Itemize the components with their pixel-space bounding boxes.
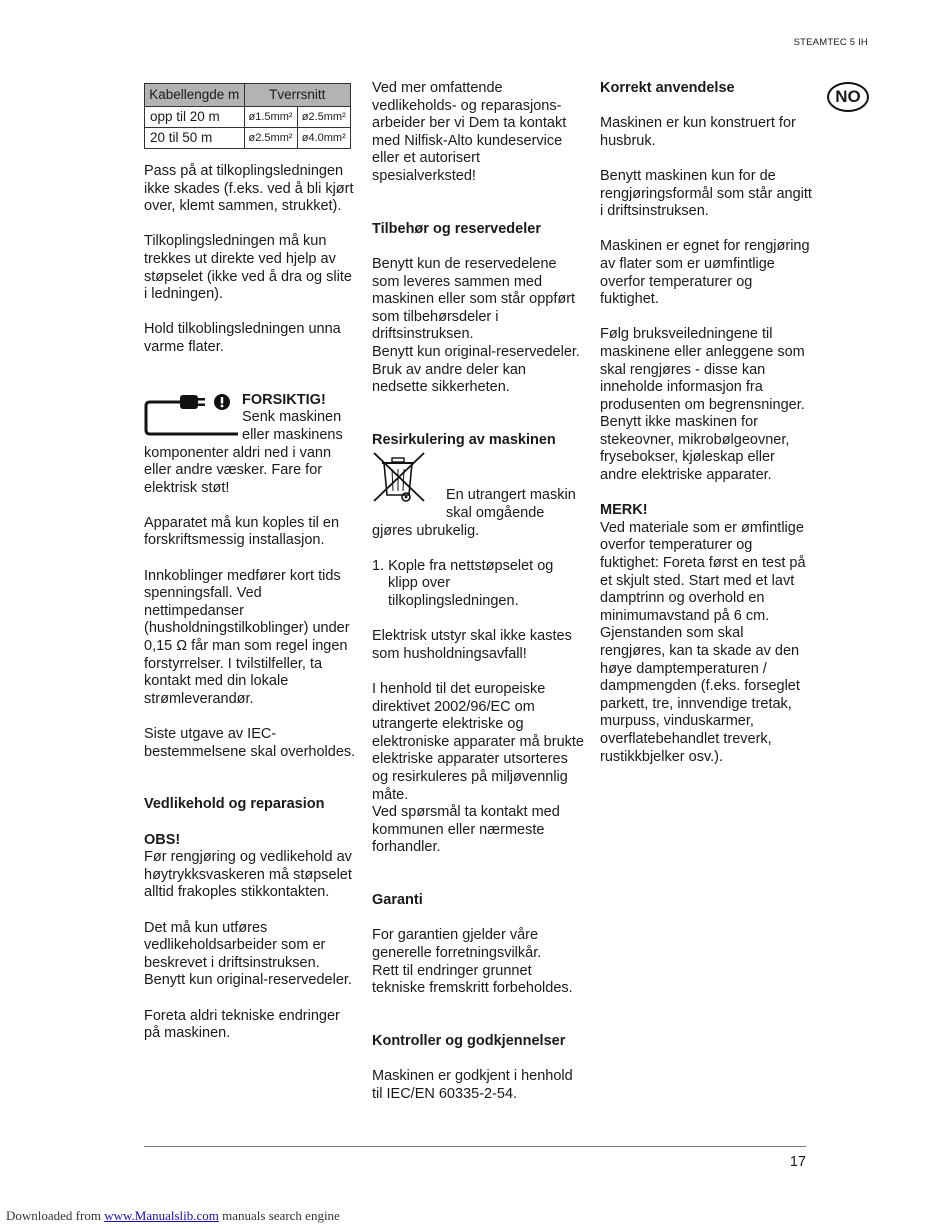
paragraph: Foreta aldri tekniske endringer på maskinen.: [144, 1007, 340, 1042]
paragraph: Elektrisk utstyr skal ikke kastes som husholdningsavfall!: [372, 628, 572, 662]
section-heading-recycling: Resirkulering av maskinen: [372, 431, 556, 448]
table-header-length: Kabellengde m: [145, 84, 245, 107]
paragraph: Siste utgave av IEC-bestemmelsene skal overholdes.: [144, 726, 356, 760]
recycle-text: En utrangert maskin skal omgående gjøres ubrukelig.: [372, 487, 576, 539]
paragraph: Det må kun utføres vedlikeholdsarbeider som er beskrevet i driftsinstruksen. Benytt kun original-reservedeler.: [144, 919, 352, 989]
section-heading-maintenance: Vedlikehold og reparasion: [144, 796, 325, 813]
table-cell: ø2.5mm²: [297, 107, 350, 128]
paragraph: Innkoblinger medfører kort tids spenningsfall. Ved nettimpedanser (husholdningstilkoblinger) under 0,15 Ω får man som regel ingen forstyrrelser. I tvilstilfeller, ta kontakt med din lokale strømleverandør.: [144, 567, 350, 707]
table-header-cross-section: Tverrsnitt: [244, 84, 350, 107]
footer-divider: [144, 1146, 806, 1147]
column-2: [372, 80, 584, 1121]
paragraph: Ved mer omfattende vedlikeholds- og reparasjons-arbeider ber vi Dem ta kontakt med Nilfisk-Alto kundeservice eller et autorisert spesialverksted!: [372, 80, 567, 184]
column-3: [600, 80, 812, 766]
paragraph: Apparatet må kun koples til en forskriftsmessig installasjon.: [144, 514, 340, 549]
table-header-row: [145, 84, 351, 107]
crossed-out-wheelie-bin-icon: [372, 451, 426, 507]
header-model: STEAMTEC 5 IH: [793, 37, 868, 48]
merk-title: MERK!: [600, 502, 648, 519]
table-row: [145, 128, 351, 149]
caution-text: Senk maskinen eller maskinens komponenter aldri ned i vann eller andre væsker. Fare for elektrisk støt!: [144, 409, 343, 496]
paragraph: Benytt kun original-reservedeler. Bruk av andre deler kan nedsette sikkerheten.: [372, 343, 580, 396]
paragraph: Maskinen er godkjent i henhold til IEC/EN 60335-2-54.: [372, 1068, 573, 1102]
cable-table: [144, 83, 351, 149]
download-prefix: Downloaded from: [6, 1208, 105, 1223]
section-heading-correct-use: Korrekt anvendelse: [600, 80, 735, 96]
paragraph: Benytt maskinen kun for de rengjøringsformål som står angitt i driftsinstruksen.: [600, 167, 812, 220]
paragraph: Hold tilkoblingsledningen unna varme flater.: [144, 321, 341, 355]
paragraph: I henhold til det europeiske direktivet 2002/96/EC om utrangerte elektriske og elektroniske apparater må brukte elektriske apparater utsorteres og resirkuleres på miljøvennlig måte.: [372, 681, 584, 803]
obs-block: [144, 832, 356, 902]
paragraph: Pass på at tilkoplingsledningen ikke skades (f.eks. ved å bli kjørt over, klemt sammen, strukket).: [144, 163, 354, 215]
table-cell: 20 til 50 m: [145, 128, 245, 149]
paragraph: Maskinen er egnet for rengjøring av flater som er uømfintlige overfor temperaturer og fuktighet.: [600, 238, 810, 308]
language-badge: NO: [827, 82, 869, 112]
list-item: 1. Kople fra nettstøpselet og klipp over tilkoplingsledningen.: [372, 557, 554, 610]
plug-warning-icon: [144, 392, 240, 436]
obs-title: OBS!: [144, 831, 181, 848]
section-heading-warranty: Garanti: [372, 892, 423, 909]
paragraph: Ved spørsmål ta kontakt med kommunen eller nærmeste forhandler.: [372, 804, 560, 856]
obs-text: Før rengjøring og vedlikehold av høytrykksvaskeren må støpselet alltid frakoples stikkontakten.: [144, 849, 352, 901]
caution-title: FORSIKTIG!: [242, 391, 326, 408]
table-row: [145, 107, 351, 128]
page-number: 17: [789, 1154, 806, 1170]
table-cell: ø2.5mm²: [244, 128, 297, 149]
manualslib-link[interactable]: www.Manualslib.com: [104, 1208, 219, 1223]
recycle-block: [372, 451, 584, 540]
column-1: [144, 80, 356, 1060]
paragraph: Maskinen er kun konstruert for husbruk.: [600, 115, 796, 149]
download-suffix: manuals search engine: [218, 1208, 340, 1223]
download-notice: [6, 1208, 340, 1224]
table-cell: opp til 20 m: [145, 107, 245, 128]
paragraph: Tilkoplingsledningen må kun trekkes ut direkte ved hjelp av støpselet (ikke ved å dra og slite i ledningen).: [144, 233, 352, 303]
paragraph: Følg bruksveiledningene til maskinene eller anleggene som skal rengjøres - disse kan inneholde informasjon fra produsenten om begrensninger. Benytt ikke maskinen for stekeovner, mikrobølgeovner, frysebokser, kjøleskap eller andre elektriske apparater.: [600, 326, 805, 484]
section-heading-parts: Tilbehør og reservedeler: [372, 220, 541, 237]
table-cell: ø1.5mm²: [244, 107, 297, 128]
merk-text: Ved materiale som er ømfintlige overfor temperaturer og fuktighet: Foreta først en test på et skjult sted. Start med et lavt damptrinn og overhold en minimumavstand på 6 cm. Gjenstanden som skal rengjøres, kan ta skade av den høye damptemperaturen / dampmengden (f.eks. forseglet parkett, tre, innvendige tretak, murpuss, vinduskarmer, overflatebehandlet treverk, rustikkbjelker osv.).: [600, 519, 806, 765]
table-cell: ø4.0mm²: [297, 128, 350, 149]
caution-block: [144, 392, 356, 498]
paragraph: Rett til endringer grunnet tekniske fremskritt forbeholdes.: [372, 962, 573, 997]
paragraph: For garantien gjelder våre generelle forretningsvilkår.: [372, 927, 542, 961]
section-heading-controls: Kontroller og godkjennelser: [372, 1032, 566, 1049]
paragraph: Benytt kun de reservedelene som leveres sammen med maskinen eller som står oppført som tilbehørsdeler i driftsinstruksen.: [372, 255, 576, 343]
merk-block: [600, 502, 812, 766]
